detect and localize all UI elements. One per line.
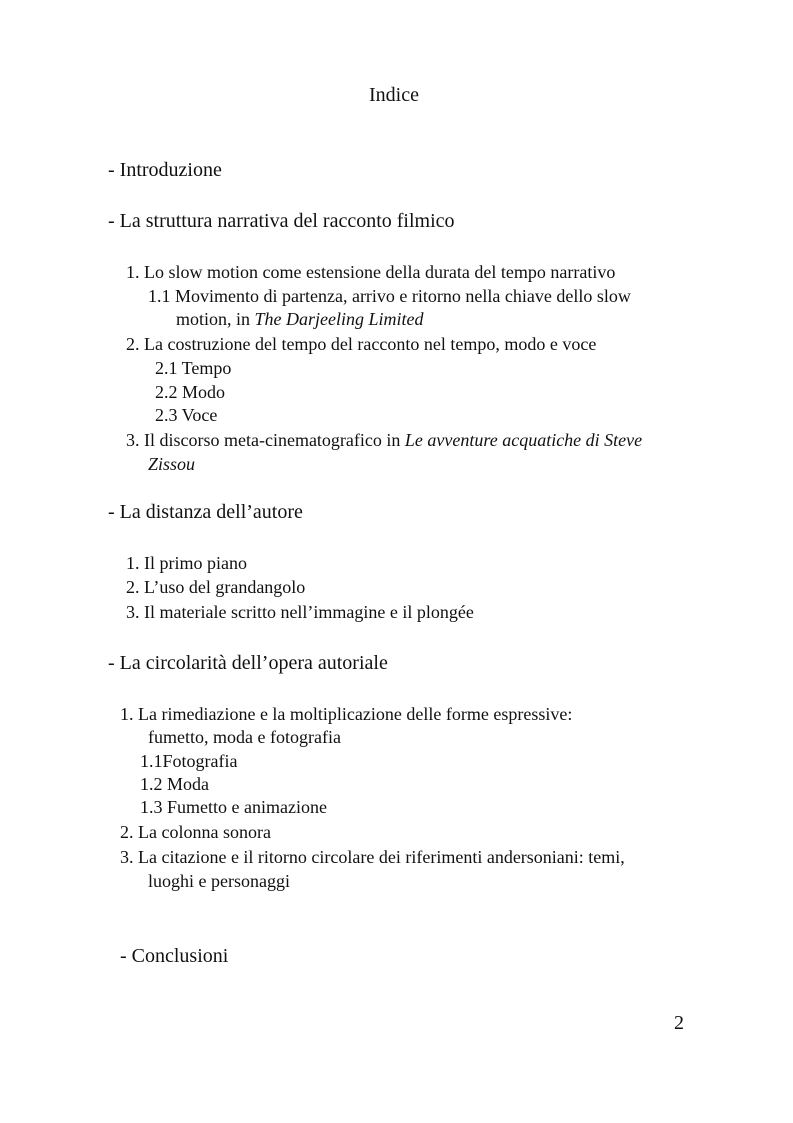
toc-item-circ-1-line1: 1. La rimediazione e la moltiplicazione delle forme espressive:	[120, 704, 573, 724]
toc-item-3-title-cont: Zissou	[148, 454, 196, 474]
toc-item-circ-1-1: 1.1Fotografia	[140, 751, 238, 771]
toc-item-circ-1-line2: fumetto, moda e fotografia	[148, 727, 341, 747]
section-introduzione: - Introduzione	[108, 159, 222, 181]
toc-item-2-1: 2.1 Tempo	[155, 358, 232, 378]
toc-item-circ-3-line1: 3. La citazione e il ritorno circolare dei riferimenti andersoniani: temi,	[120, 847, 625, 867]
toc-item-1-1-prefix: motion, in	[176, 309, 255, 329]
toc-item-2-3: 2.3 Voce	[155, 405, 218, 425]
toc-item-distanza-2: 2. L’uso del grandangolo	[126, 577, 306, 597]
page-number: 2	[674, 1012, 684, 1034]
toc-item-distanza-1: 1. Il primo piano	[126, 553, 247, 573]
toc-item-3-title: Le avventure acquatiche di Steve	[404, 430, 643, 450]
toc-item-2-2: 2.2 Modo	[155, 382, 226, 402]
page-title: Indice	[369, 84, 419, 106]
toc-item-1-1-title: The Darjeeling Limited	[254, 309, 424, 329]
section-distanza-autore: - La distanza dell’autore	[108, 501, 303, 523]
toc-item-distanza-3: 3. Il materiale scritto nell’immagine e il plongée	[126, 602, 474, 622]
section-circolarita: - La circolarità dell’opera autoriale	[108, 652, 388, 674]
toc-item-3-prefix: 3. Il discorso meta-cinematografico in	[126, 430, 405, 450]
toc-item-circ-2: 2. La colonna sonora	[120, 822, 271, 842]
section-conclusioni: - Conclusioni	[120, 945, 229, 967]
toc-item-1: 1. Lo slow motion come estensione della durata del tempo narrativo	[126, 262, 616, 282]
toc-item-1-1-line2	[176, 310, 424, 328]
toc-item-circ-1-3: 1.3 Fumetto e animazione	[140, 797, 327, 817]
toc-item-2: 2. La costruzione del tempo del racconto nel tempo, modo e voce	[126, 334, 597, 354]
toc-item-1-1-line1: 1.1 Movimento di partenza, arrivo e ritorno nella chiave dello slow	[148, 286, 631, 306]
toc-item-3-line1	[126, 431, 642, 449]
section-struttura-narrativa: - La struttura narrativa del racconto filmico	[108, 210, 455, 232]
toc-item-circ-3-line2: luoghi e personaggi	[148, 871, 290, 891]
toc-item-3-line2	[148, 455, 195, 473]
toc-item-circ-1-2: 1.2 Moda	[140, 774, 209, 794]
